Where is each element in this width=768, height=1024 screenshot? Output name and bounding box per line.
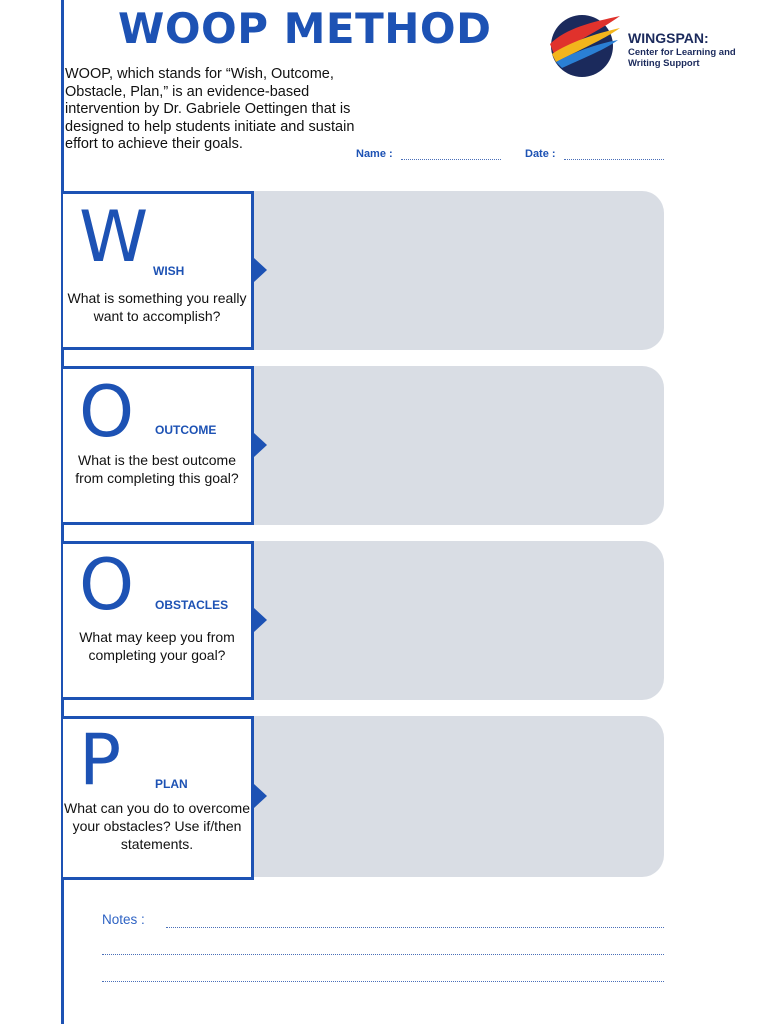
outcome-arrow-icon [254,433,267,457]
wish-label-box [63,191,254,350]
obstacles-letter: O [79,544,135,626]
date-field[interactable] [564,159,664,160]
notes-line-3[interactable] [102,981,664,982]
wish-answer-area[interactable] [254,191,664,350]
outcome-answer-area[interactable] [254,366,664,525]
plan-label: PLAN [155,777,188,791]
obstacles-label-box [63,541,254,700]
wish-arrow-icon [254,258,267,282]
intro-paragraph: WOOP, which stands for “Wish, Outcome, Obstacle, Plan,” is an evidence-based intervention by Dr. Gabriele Oettingen that is designed to help students initiate and sustain effort to achieve their goals. [65,66,355,152]
plan-arrow-icon [254,784,267,808]
name-field[interactable] [401,159,501,160]
plan-question: What can you do to overcome your obstacles? Use if/then statements. [64,800,250,852]
obstacles-label: OBSTACLES [155,598,229,612]
obstacles-answer-area[interactable] [254,541,664,700]
page-title: WOOP METHOD [118,4,492,53]
outcome-question: What is the best outcome from completing this goal? [75,452,239,486]
plan-letter: P [79,719,122,801]
wish-question: What is something you really want to accomplish? [67,290,247,324]
outcome-label: OUTCOME [155,423,217,437]
wish-label: WISH [153,264,185,278]
plan-answer-area[interactable] [254,716,664,877]
notes-label: Notes : [102,912,145,927]
wingspan-logo [546,14,761,78]
name-label: Name : [356,148,393,160]
outcome-letter: O [79,371,135,453]
outcome-label-box [63,366,254,525]
obstacles-arrow-icon [254,608,267,632]
date-label: Date : [525,148,556,160]
wish-letter: W [79,196,149,278]
logo-subtitle: Center for Learning and Writing Support [628,47,736,69]
wingspan-logo-icon [546,14,622,78]
obstacles-question: What may keep you from completing your goal? [79,629,235,663]
notes-line-1[interactable] [166,927,664,928]
plan-label-box [63,716,254,880]
logo-name: WINGSPAN: [628,30,709,46]
notes-line-2[interactable] [102,954,664,955]
